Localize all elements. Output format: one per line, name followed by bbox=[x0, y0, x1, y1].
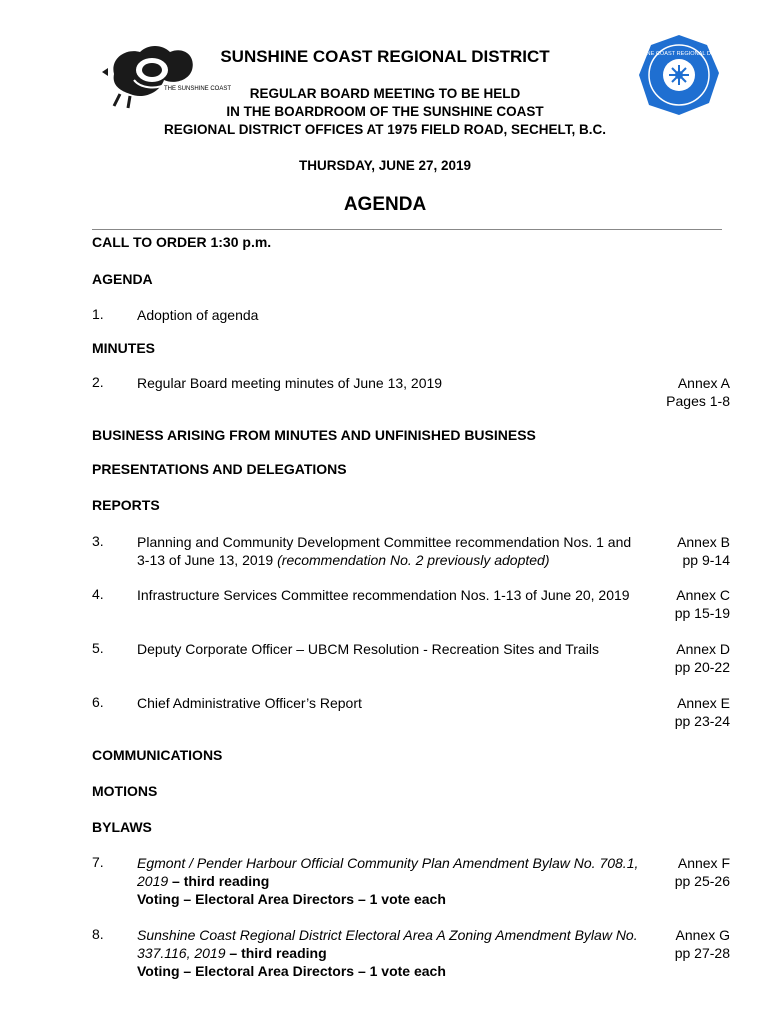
section-motions: MOTIONS bbox=[92, 783, 158, 799]
annex-reference bbox=[640, 640, 730, 676]
item-description: Deputy Corporate Officer – UBCM Resolution - Recreation Sites and Trails bbox=[137, 641, 599, 657]
item-description: Infrastructure Services Committee recommendation Nos. 1-13 of June 20, 2019 bbox=[137, 587, 630, 603]
item-number: 7. bbox=[92, 854, 104, 870]
section-minutes: MINUTES bbox=[92, 340, 155, 356]
annex-label: Annex G bbox=[675, 927, 730, 943]
bylaw-voting: Voting – Electoral Area Directors – 1 vote each bbox=[137, 891, 446, 907]
annex-label: Annex B bbox=[677, 534, 730, 550]
bylaw-reading: – third reading bbox=[225, 945, 327, 961]
item-description: Chief Administrative Officer’s Report bbox=[137, 695, 362, 711]
meeting-line-1: REGULAR BOARD MEETING TO BE HELD bbox=[249, 86, 521, 101]
bylaw-title: Egmont / Pender Harbour Official Community Plan Amendment Bylaw No. 708.1, 2019 bbox=[137, 855, 639, 889]
annex-reference bbox=[640, 694, 730, 730]
bylaw-reading: – third reading bbox=[168, 873, 270, 889]
annex-label: Annex E bbox=[677, 695, 730, 711]
item-number: 8. bbox=[92, 926, 104, 942]
annex-reference bbox=[640, 533, 730, 569]
annex-reference bbox=[640, 854, 730, 890]
bylaw-title: Sunshine Coast Regional District Electoral Area A Zoning Amendment Bylaw No. 337.116, 2019 bbox=[137, 927, 638, 961]
section-agenda: AGENDA bbox=[92, 271, 153, 287]
annex-label: Annex F bbox=[677, 855, 730, 871]
annex-pages: pp 20-22 bbox=[674, 659, 730, 675]
item-description: Regular Board meeting minutes of June 13, 2019 bbox=[137, 375, 443, 391]
section-business-arising: BUSINESS ARISING FROM MINUTES AND UNFINISHED BUSINESS bbox=[92, 427, 536, 443]
annex-pages: pp 9-14 bbox=[682, 552, 730, 568]
item-number: 3. bbox=[92, 533, 104, 549]
annex-reference bbox=[640, 926, 730, 962]
item-note: (recommendation No. 2 previously adopted) bbox=[277, 552, 550, 568]
item-number: 5. bbox=[92, 640, 104, 656]
section-reports: REPORTS bbox=[92, 497, 160, 513]
meeting-date: THURSDAY, JUNE 27, 2019 bbox=[298, 158, 472, 173]
annex-pages: pp 23-24 bbox=[674, 713, 730, 729]
item-number: 4. bbox=[92, 586, 104, 602]
item-description bbox=[137, 926, 642, 980]
annex-pages: pp 15-19 bbox=[674, 605, 730, 621]
annex-label: Annex D bbox=[676, 641, 730, 657]
annex-pages: pp 25-26 bbox=[674, 873, 730, 889]
svg-text:THE SUNSHINE COAST: THE SUNSHINE COAST bbox=[164, 86, 232, 92]
divider bbox=[92, 229, 722, 230]
svg-text:SUNSHINE COAST REGIONAL DISTRI: SUNSHINE COAST REGIONAL DISTRICT bbox=[625, 51, 733, 57]
item-number: 2. bbox=[92, 374, 104, 390]
item-number: 1. bbox=[92, 306, 104, 322]
item-description bbox=[137, 854, 642, 908]
meeting-line-3: REGIONAL DISTRICT OFFICES AT 1975 FIELD ROAD, SECHELT, B.C. bbox=[163, 122, 607, 137]
section-call-to-order: CALL TO ORDER 1:30 p.m. bbox=[92, 234, 272, 250]
regional-district-seal bbox=[625, 33, 733, 117]
section-communications: COMMUNICATIONS bbox=[92, 747, 223, 763]
annex-reference bbox=[640, 586, 730, 622]
section-bylaws: BYLAWS bbox=[92, 819, 152, 835]
annex-pages: pp 27-28 bbox=[674, 945, 730, 961]
item-text: Planning and Community Development Committee recommendation Nos. 1 and 3-13 of June 13, 2019 bbox=[137, 534, 632, 568]
annex-label: Annex A bbox=[677, 375, 730, 391]
annex-label: Annex C bbox=[676, 587, 730, 603]
annex-reference bbox=[640, 374, 730, 410]
annex-pages: Pages 1-8 bbox=[666, 393, 730, 409]
item-description bbox=[137, 533, 642, 569]
item-description: Adoption of agenda bbox=[137, 307, 259, 323]
organization-name: SUNSHINE COAST REGIONAL DISTRICT bbox=[220, 47, 550, 66]
section-presentations: PRESENTATIONS AND DELEGATIONS bbox=[92, 461, 347, 477]
meeting-line-2: IN THE BOARDROOM OF THE SUNSHINE COAST bbox=[226, 104, 544, 119]
item-number: 6. bbox=[92, 694, 104, 710]
bylaw-voting: Voting – Electoral Area Directors – 1 vote each bbox=[137, 963, 446, 979]
page-title: AGENDA bbox=[343, 194, 427, 215]
